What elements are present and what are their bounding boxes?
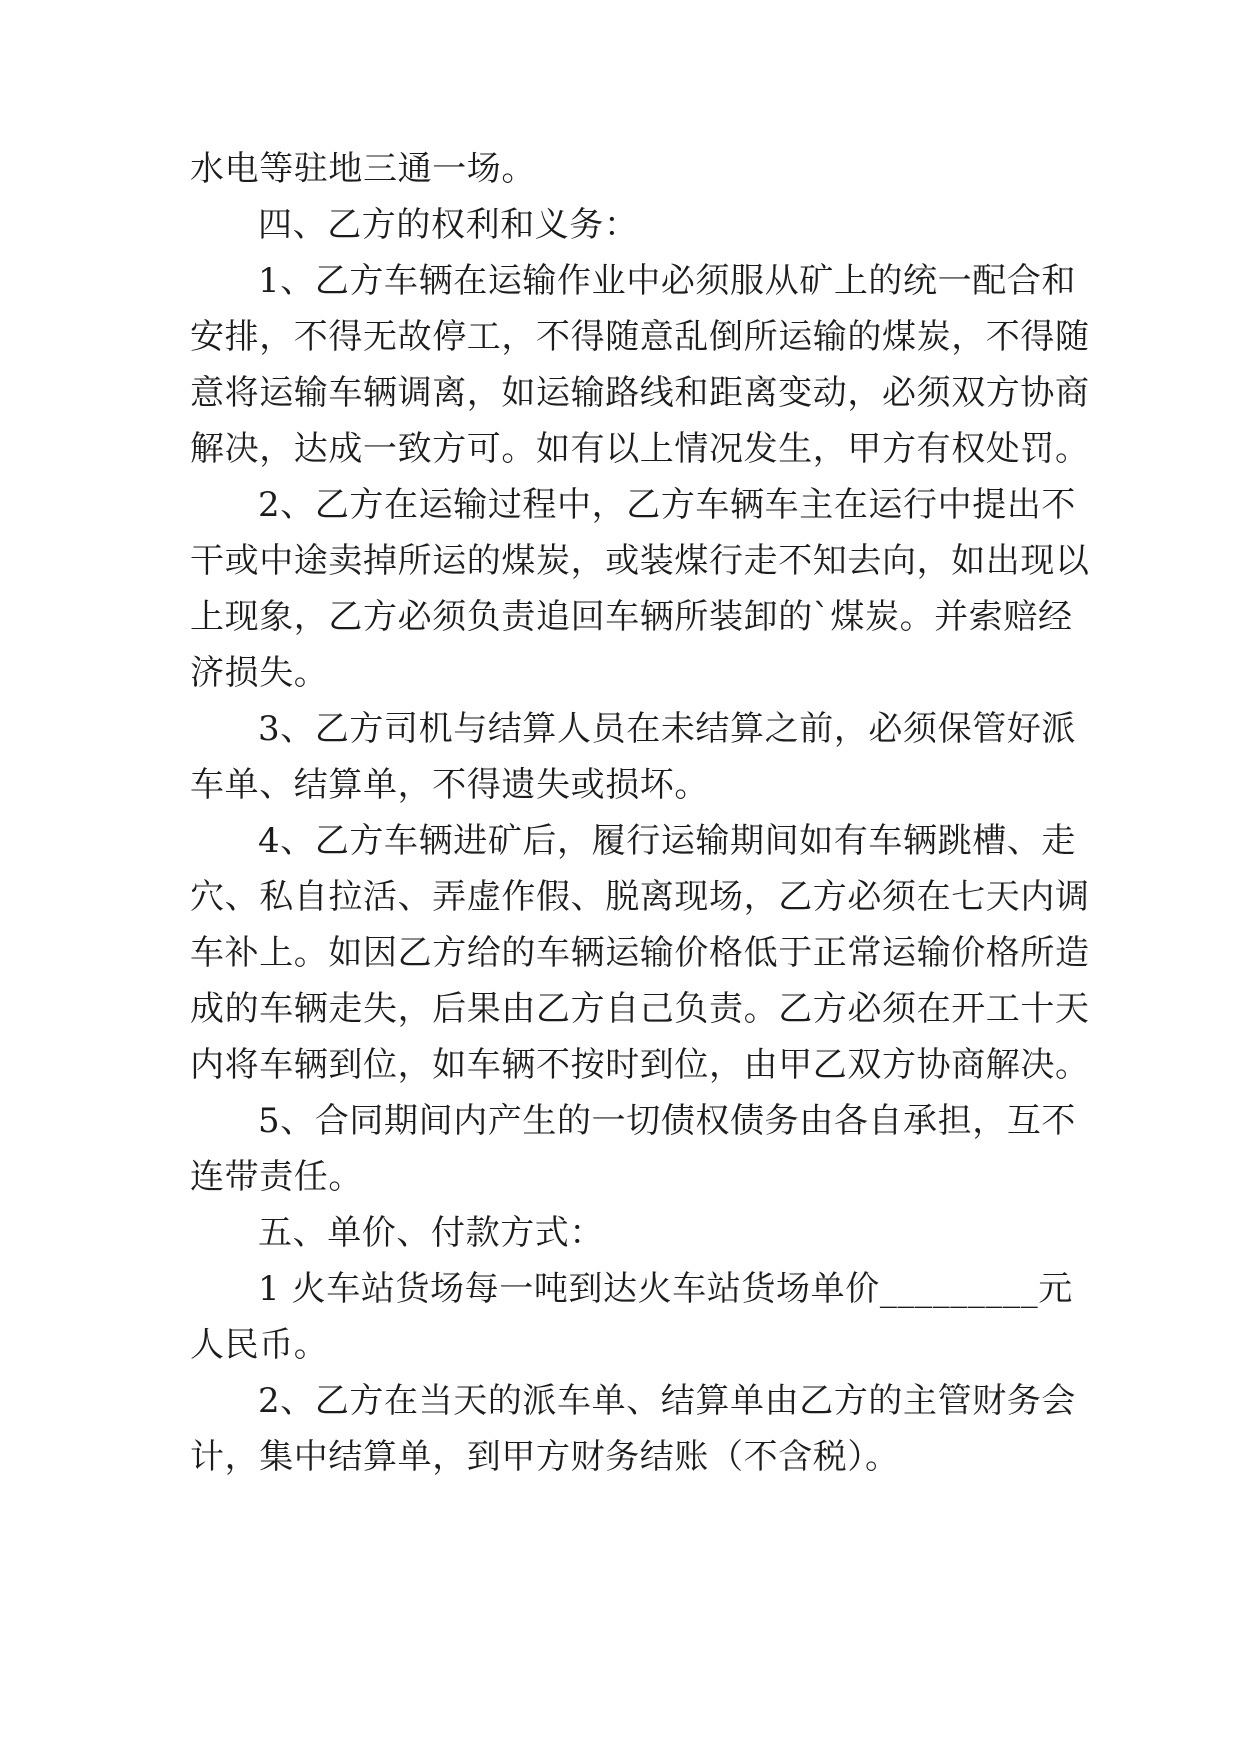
text-line: 解决，达成一致方可。如有以上情况发生，甲方有权处罚。 [190,429,1090,469]
text-line: 济损失。 [190,653,329,693]
text-line: 水电等驻地三通一场。 [190,149,536,189]
text-line: 内将车辆到位，如车辆不按时到位，由甲乙双方协商解决。 [190,1045,1090,1085]
text-line: 5、合同期间内产生的一切债权债务由各自承担，互不 [258,1101,1077,1141]
text-line: 车单、结算单，不得遗失或损坏。 [190,765,709,805]
text-line: 穴、私自拉活、弄虚作假、脱离现场，乙方必须在七天内调 [190,877,1090,917]
text-line: 干或中途卖掉所运的煤炭，或装煤行走不知去向，如出现以 [190,541,1090,581]
section-heading: 五、单价、付款方式： [258,1213,604,1253]
text-line: 1、乙方车辆在运输作业中必须服从矿上的统一配合和 [258,261,1077,301]
section-heading: 四、乙方的权利和义务： [258,205,639,245]
text-line: 安排，不得无故停工，不得随意乱倒所运输的煤炭，不得随 [190,317,1090,357]
text-line: 意将运输车辆调离，如运输路线和距离变动，必须双方协商 [190,373,1090,413]
text-line: 2、乙方在运输过程中，乙方车辆车主在运行中提出不 [258,485,1077,525]
text-line: 2、乙方在当天的派车单、结算单由乙方的主管财务会 [258,1381,1077,1421]
text-line: 连带责任。 [190,1157,363,1197]
text-line: 3、乙方司机与结算人员在未结算之前，必须保管好派 [258,709,1077,749]
text-line: 1 火车站货场每一吨到达火车站货场单价_________元 [258,1269,1073,1309]
text-line: 人民币。 [190,1325,329,1365]
text-line: 车补上。如因乙方给的车辆运输价格低于正常运输价格所造 [190,933,1090,973]
text-line: 成的车辆走失，后果由乙方自己负责。乙方必须在开工十天 [190,989,1090,1029]
text-line: 计，集中结算单，到甲方财务结账（不含税）。 [190,1437,900,1477]
text-line: 4、乙方车辆进矿后，履行运输期间如有车辆跳槽、走 [258,821,1077,861]
text-line: 上现象，乙方必须负责追回车辆所装卸的`煤炭。并索赔经 [190,597,1073,637]
